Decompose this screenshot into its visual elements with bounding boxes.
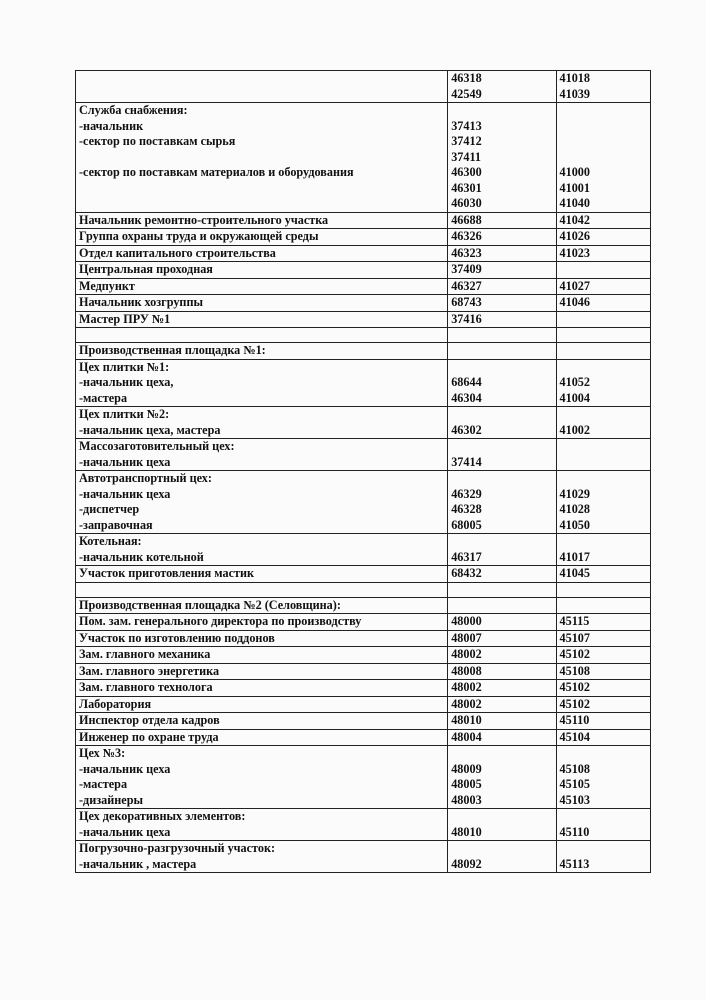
external-phone xyxy=(560,471,647,487)
department-line: -начальник котельной xyxy=(79,549,204,564)
department-cell xyxy=(76,534,448,566)
external-phone xyxy=(560,841,647,857)
external-phone-cell xyxy=(556,71,650,103)
department-line: Медпункт xyxy=(79,278,135,293)
internal-phone: 46030 xyxy=(451,196,482,210)
directory-row xyxy=(76,696,651,713)
department-line: Служба снабжения: xyxy=(79,103,188,117)
internal-phone xyxy=(451,439,552,455)
external-phone-cell xyxy=(556,746,650,809)
internal-phone-cell xyxy=(448,597,556,614)
external-phone-cell xyxy=(556,729,650,746)
internal-phone: 46688 xyxy=(451,212,482,227)
internal-phone xyxy=(451,841,552,857)
department-cell xyxy=(76,103,448,213)
directory-row xyxy=(76,809,651,841)
external-phone xyxy=(560,598,647,614)
internal-phone-cell xyxy=(448,663,556,680)
department-cell xyxy=(76,630,448,647)
internal-phone: 68644 xyxy=(451,375,482,389)
empty-cell xyxy=(76,328,448,343)
internal-phone: 48010 xyxy=(451,713,482,727)
internal-phone: 46302 xyxy=(451,422,482,437)
department-cell xyxy=(76,343,448,360)
department-cell xyxy=(76,663,448,680)
department-line: -сектор по поставкам сырья xyxy=(79,134,236,148)
internal-phone xyxy=(451,103,552,119)
directory-row xyxy=(76,680,651,697)
department-line: Инженер по охране труда xyxy=(79,729,219,744)
internal-phone: 48008 xyxy=(451,663,482,678)
external-phone xyxy=(560,360,647,376)
external-phone xyxy=(560,134,647,150)
department-line: Участок приготовления мастик xyxy=(79,566,255,580)
external-phone: 45110 xyxy=(559,713,590,727)
department-cell xyxy=(76,245,448,262)
department-line xyxy=(79,71,444,87)
internal-phone-cell xyxy=(448,630,556,647)
external-phone: 41004 xyxy=(559,390,590,405)
internal-phone-cell xyxy=(448,212,556,229)
internal-phone: 37409 xyxy=(451,262,482,276)
external-phone-cell xyxy=(556,229,650,246)
internal-phone: 37413 xyxy=(451,118,482,133)
department-line: -начальник xyxy=(79,118,144,133)
department-line: Начальник хозгруппы xyxy=(79,295,203,309)
directory-row xyxy=(76,245,651,262)
department-line: Отдел капитального строительства xyxy=(79,245,276,260)
external-phone-cell xyxy=(556,359,650,407)
external-phone: 45107 xyxy=(559,630,590,645)
external-phone-cell xyxy=(556,597,650,614)
external-phone: 45115 xyxy=(559,614,590,628)
directory-row xyxy=(76,471,651,534)
department-cell xyxy=(76,647,448,664)
internal-phone: 46326 xyxy=(451,229,482,243)
directory-row xyxy=(76,262,651,279)
internal-phone-cell xyxy=(448,278,556,295)
directory-row xyxy=(76,566,651,583)
department-cell xyxy=(76,71,448,103)
external-phone: 41029 xyxy=(559,486,590,501)
external-phone-cell xyxy=(556,630,650,647)
internal-phone-cell xyxy=(448,245,556,262)
internal-phone-cell xyxy=(448,713,556,730)
external-phone: 41052 xyxy=(559,375,590,389)
internal-phone: 48002 xyxy=(451,647,482,661)
external-phone: 41027 xyxy=(559,278,590,293)
department-line: Цех плитки №1: xyxy=(79,359,170,374)
external-phone: 41039 xyxy=(559,86,590,101)
external-phone: 45108 xyxy=(559,663,590,678)
department-line: Цех декоративных элементов: xyxy=(79,809,246,823)
department-cell xyxy=(76,212,448,229)
department-line: -начальник , мастера xyxy=(79,856,197,871)
department-line: Группа охраны труда и окружающей среды xyxy=(79,229,319,243)
internal-phone: 48009 xyxy=(451,761,482,776)
directory-row xyxy=(76,534,651,566)
department-line: Инспектор отдела кадров xyxy=(79,713,220,727)
internal-phone-cell xyxy=(448,809,556,841)
internal-phone-cell xyxy=(448,359,556,407)
external-phone-cell xyxy=(556,103,650,213)
internal-phone: 37411 xyxy=(451,149,481,164)
external-phone: 45113 xyxy=(559,856,590,871)
directory-row xyxy=(76,311,651,328)
external-phone-cell xyxy=(556,713,650,730)
empty-cell xyxy=(556,328,650,343)
directory-row xyxy=(76,647,651,664)
external-phone: 41050 xyxy=(559,517,590,532)
internal-phone: 46329 xyxy=(451,486,482,501)
department-line: Участок по изготовлению поддонов xyxy=(79,630,275,645)
department-cell xyxy=(76,696,448,713)
directory-row xyxy=(76,103,651,213)
external-phone-cell xyxy=(556,614,650,631)
external-phone: 45104 xyxy=(559,729,590,744)
internal-phone-cell xyxy=(448,343,556,360)
empty-cell xyxy=(76,582,448,597)
department-cell xyxy=(76,597,448,614)
internal-phone: 48004 xyxy=(451,729,482,744)
department-cell xyxy=(76,359,448,407)
department-cell xyxy=(76,680,448,697)
internal-phone: 48002 xyxy=(451,680,482,694)
internal-phone xyxy=(451,598,552,614)
external-phone: 41002 xyxy=(559,422,590,437)
external-phone-cell xyxy=(556,295,650,312)
internal-phone: 46327 xyxy=(451,278,482,293)
internal-phone-cell xyxy=(448,680,556,697)
external-phone-cell xyxy=(556,566,650,583)
external-phone xyxy=(560,312,647,328)
directory-row xyxy=(76,614,651,631)
department-line: Центральная проходная xyxy=(79,262,213,276)
department-line: Зам. главного механика xyxy=(79,647,211,661)
internal-phone: 37414 xyxy=(451,454,482,469)
department-line: Лаборатория xyxy=(79,696,152,711)
external-phone-cell xyxy=(556,343,650,360)
department-line: Погрузочно-разгрузочный участок: xyxy=(79,841,276,855)
external-phone xyxy=(560,407,647,423)
external-phone xyxy=(560,150,647,166)
external-phone-cell xyxy=(556,696,650,713)
department-line xyxy=(79,196,444,212)
internal-phone-cell xyxy=(448,407,556,439)
department-cell xyxy=(76,614,448,631)
department-cell xyxy=(76,229,448,246)
department-line: -начальник цеха xyxy=(79,761,171,776)
external-phone xyxy=(560,809,647,825)
internal-phone: 42549 xyxy=(451,86,482,101)
internal-phone: 68005 xyxy=(451,517,482,532)
external-phone xyxy=(560,119,647,135)
internal-phone-cell xyxy=(448,696,556,713)
department-cell xyxy=(76,566,448,583)
external-phone: 45102 xyxy=(559,696,590,711)
external-phone: 41045 xyxy=(559,566,590,580)
department-line: Автотранспортный цех: xyxy=(79,471,212,485)
directory-row xyxy=(76,71,651,103)
external-phone: 41042 xyxy=(559,212,590,227)
department-line: -диспетчер xyxy=(79,502,140,516)
internal-phone-cell xyxy=(448,229,556,246)
directory-row xyxy=(76,295,651,312)
department-cell xyxy=(76,295,448,312)
internal-phone-cell xyxy=(448,746,556,809)
department-line: -заправочная xyxy=(79,517,153,532)
directory-row xyxy=(76,407,651,439)
external-phone xyxy=(560,746,647,762)
external-phone-cell xyxy=(556,841,650,873)
external-phone-cell xyxy=(556,534,650,566)
department-cell xyxy=(76,278,448,295)
phone-directory-body xyxy=(76,71,651,873)
external-phone: 41046 xyxy=(559,295,590,309)
internal-phone-cell xyxy=(448,841,556,873)
department-line: Зам. главного технолога xyxy=(79,680,213,694)
external-phone xyxy=(560,439,647,455)
internal-phone xyxy=(451,534,552,550)
directory-row xyxy=(76,729,651,746)
internal-phone xyxy=(451,746,552,762)
empty-cell xyxy=(556,582,650,597)
directory-row xyxy=(76,663,651,680)
external-phone: 41023 xyxy=(559,245,590,260)
external-phone-cell xyxy=(556,439,650,471)
department-cell xyxy=(76,407,448,439)
internal-phone-cell xyxy=(448,534,556,566)
department-line: Котельная: xyxy=(79,534,142,548)
external-phone: 41018 xyxy=(559,71,590,85)
department-cell xyxy=(76,471,448,534)
department-line: -мастера xyxy=(79,777,128,791)
department-cell xyxy=(76,262,448,279)
external-phone: 45102 xyxy=(559,680,590,694)
department-line: Цех №3: xyxy=(79,746,126,760)
external-phone xyxy=(560,103,647,119)
external-phone: 41028 xyxy=(559,502,590,516)
directory-row xyxy=(76,746,651,809)
external-phone-cell xyxy=(556,663,650,680)
external-phone: 45108 xyxy=(559,761,590,776)
external-phone: 45110 xyxy=(559,824,590,839)
external-phone-cell xyxy=(556,647,650,664)
internal-phone: 48010 xyxy=(451,824,482,839)
internal-phone: 46323 xyxy=(451,245,482,260)
directory-row xyxy=(76,212,651,229)
internal-phone-cell xyxy=(448,262,556,279)
internal-phone: 48002 xyxy=(451,696,482,711)
internal-phone: 46317 xyxy=(451,549,482,564)
external-phone: 41017 xyxy=(559,549,590,564)
internal-phone xyxy=(451,343,552,359)
internal-phone: 68743 xyxy=(451,295,482,309)
external-phone: 45102 xyxy=(559,647,590,661)
department-line: Пом. зам. генерального директора по производству xyxy=(79,614,362,628)
internal-phone xyxy=(451,471,552,487)
department-cell xyxy=(76,841,448,873)
directory-row xyxy=(76,439,651,471)
external-phone: 41026 xyxy=(559,229,590,243)
blank-row xyxy=(76,582,651,597)
department-line: -начальник цеха xyxy=(79,454,171,469)
directory-row xyxy=(76,229,651,246)
directory-row xyxy=(76,597,651,614)
internal-phone xyxy=(451,407,552,423)
external-phone xyxy=(560,262,647,278)
department-line xyxy=(79,181,444,197)
directory-row xyxy=(76,713,651,730)
directory-row xyxy=(76,630,651,647)
external-phone-cell xyxy=(556,809,650,841)
department-line: Начальник ремонтно-строительного участка xyxy=(79,212,329,227)
internal-phone: 48000 xyxy=(451,614,482,628)
external-phone-cell xyxy=(556,278,650,295)
department-cell xyxy=(76,729,448,746)
department-line: -сектор по поставкам материалов и оборудования xyxy=(79,165,354,179)
blank-row xyxy=(76,328,651,343)
department-line: -начальник цеха, мастера xyxy=(79,422,221,437)
internal-phone-cell xyxy=(448,103,556,213)
department-line: Цех плитки №2: xyxy=(79,407,170,421)
department-line: -начальник цеха, xyxy=(79,375,174,389)
department-line: Мастер ПРУ №1 xyxy=(79,311,171,326)
directory-row xyxy=(76,278,651,295)
department-line: Массозаготовительный цех: xyxy=(79,439,235,453)
internal-phone: 37412 xyxy=(451,134,482,148)
internal-phone-cell xyxy=(448,566,556,583)
internal-phone-cell xyxy=(448,729,556,746)
department-line: Производственная площадка №1: xyxy=(79,343,266,357)
external-phone-cell xyxy=(556,311,650,328)
external-phone-cell xyxy=(556,680,650,697)
department-cell xyxy=(76,311,448,328)
external-phone: 41040 xyxy=(559,196,590,210)
external-phone: 41001 xyxy=(559,180,590,195)
external-phone-cell xyxy=(556,212,650,229)
internal-phone xyxy=(451,360,552,376)
external-phone-cell xyxy=(556,262,650,279)
internal-phone: 48007 xyxy=(451,630,482,645)
directory-row xyxy=(76,359,651,407)
phone-directory-table xyxy=(75,70,651,873)
external-phone-cell xyxy=(556,245,650,262)
internal-phone-cell xyxy=(448,439,556,471)
internal-phone: 46301 xyxy=(451,180,482,195)
external-phone xyxy=(560,534,647,550)
internal-phone: 46318 xyxy=(451,71,482,85)
department-cell xyxy=(76,809,448,841)
department-line: -мастера xyxy=(79,390,128,405)
internal-phone: 48092 xyxy=(451,856,482,871)
external-phone: 41000 xyxy=(559,165,590,179)
internal-phone: 37416 xyxy=(451,311,482,326)
internal-phone-cell xyxy=(448,311,556,328)
department-line: Зам. главного энергетика xyxy=(79,663,220,678)
internal-phone-cell xyxy=(448,471,556,534)
empty-cell xyxy=(448,582,556,597)
internal-phone xyxy=(451,809,552,825)
department-cell xyxy=(76,713,448,730)
internal-phone: 48003 xyxy=(451,792,482,807)
external-phone: 45105 xyxy=(559,777,590,791)
internal-phone-cell xyxy=(448,71,556,103)
internal-phone: 46304 xyxy=(451,390,482,405)
internal-phone-cell xyxy=(448,295,556,312)
directory-row xyxy=(76,841,651,873)
department-line: Производственная площадка №2 (Селовщина): xyxy=(79,597,341,612)
internal-phone: 46328 xyxy=(451,502,482,516)
external-phone: 45103 xyxy=(559,792,590,807)
external-phone xyxy=(560,455,647,471)
department-line: -начальник цеха xyxy=(79,824,171,839)
internal-phone-cell xyxy=(448,614,556,631)
internal-phone: 46300 xyxy=(451,165,482,179)
internal-phone: 68432 xyxy=(451,566,482,580)
department-line: -дизайнеры xyxy=(79,792,143,807)
directory-row xyxy=(76,343,651,360)
external-phone-cell xyxy=(556,407,650,439)
external-phone-cell xyxy=(556,471,650,534)
empty-cell xyxy=(448,328,556,343)
external-phone xyxy=(560,343,647,359)
internal-phone: 48005 xyxy=(451,777,482,791)
department-cell xyxy=(76,439,448,471)
department-cell xyxy=(76,746,448,809)
department-line: -начальник цеха xyxy=(79,486,171,501)
internal-phone-cell xyxy=(448,647,556,664)
department-line xyxy=(79,150,444,166)
